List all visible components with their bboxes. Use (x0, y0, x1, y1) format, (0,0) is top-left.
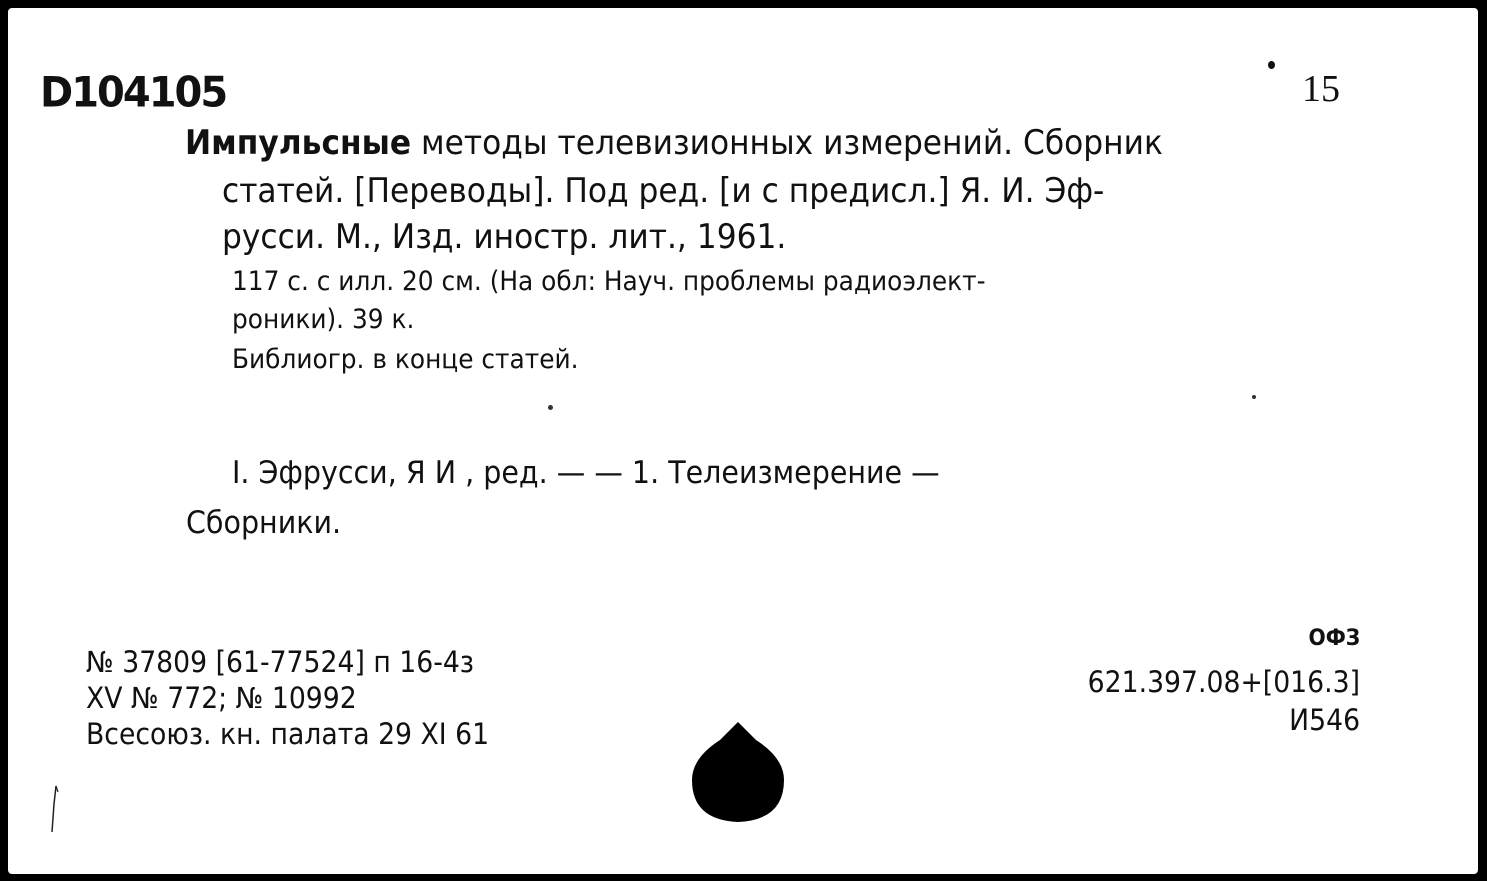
ink-speck (548, 405, 553, 410)
udc-number: 621.397.08+[016.3] (1087, 665, 1360, 699)
subject-tracing: I. Эфрусси, Я И , ред. — — 1. Телеизмерение — (232, 455, 940, 491)
classification-code: ОФЗ (1308, 626, 1360, 651)
footer-left-line-3: Всесоюз. кн. палата 29 XI 61 (86, 717, 490, 751)
author-mark: И546 (1289, 703, 1360, 737)
call-number: D104105 (40, 68, 227, 118)
title-rest: методы телевизионных измерений. Сборник (421, 123, 1163, 163)
footer-left-line-1: № 37809 [61-77524] п 16-4з (86, 645, 474, 679)
title-line-1 (185, 123, 1163, 163)
title-line-2: статей. [Переводы]. Под ред. [и с предисл.] Я. И. Эф- (222, 171, 1105, 211)
collation-line: 117 с. с илл. 20 см. (На обл: Науч. проблемы радиоэлект- (232, 266, 986, 297)
ink-speck (1252, 395, 1256, 399)
bibliography-note: Библиогр. в конце статей. (232, 344, 579, 375)
title-bold: Импульсные (185, 123, 412, 163)
collation-line-2: роники). 39 к. (232, 304, 415, 335)
ink-dot (1268, 61, 1275, 69)
punch-hole (690, 720, 786, 824)
subject-tracing-2: Сборники. (186, 505, 342, 541)
imprint-line: русси. М., Изд. иностр. лит., 1961. (222, 217, 787, 257)
pencil-mark (50, 784, 60, 834)
footer-left-line-2: XV № 772; № 10992 (86, 681, 357, 715)
page-number: 15 (1302, 68, 1340, 110)
